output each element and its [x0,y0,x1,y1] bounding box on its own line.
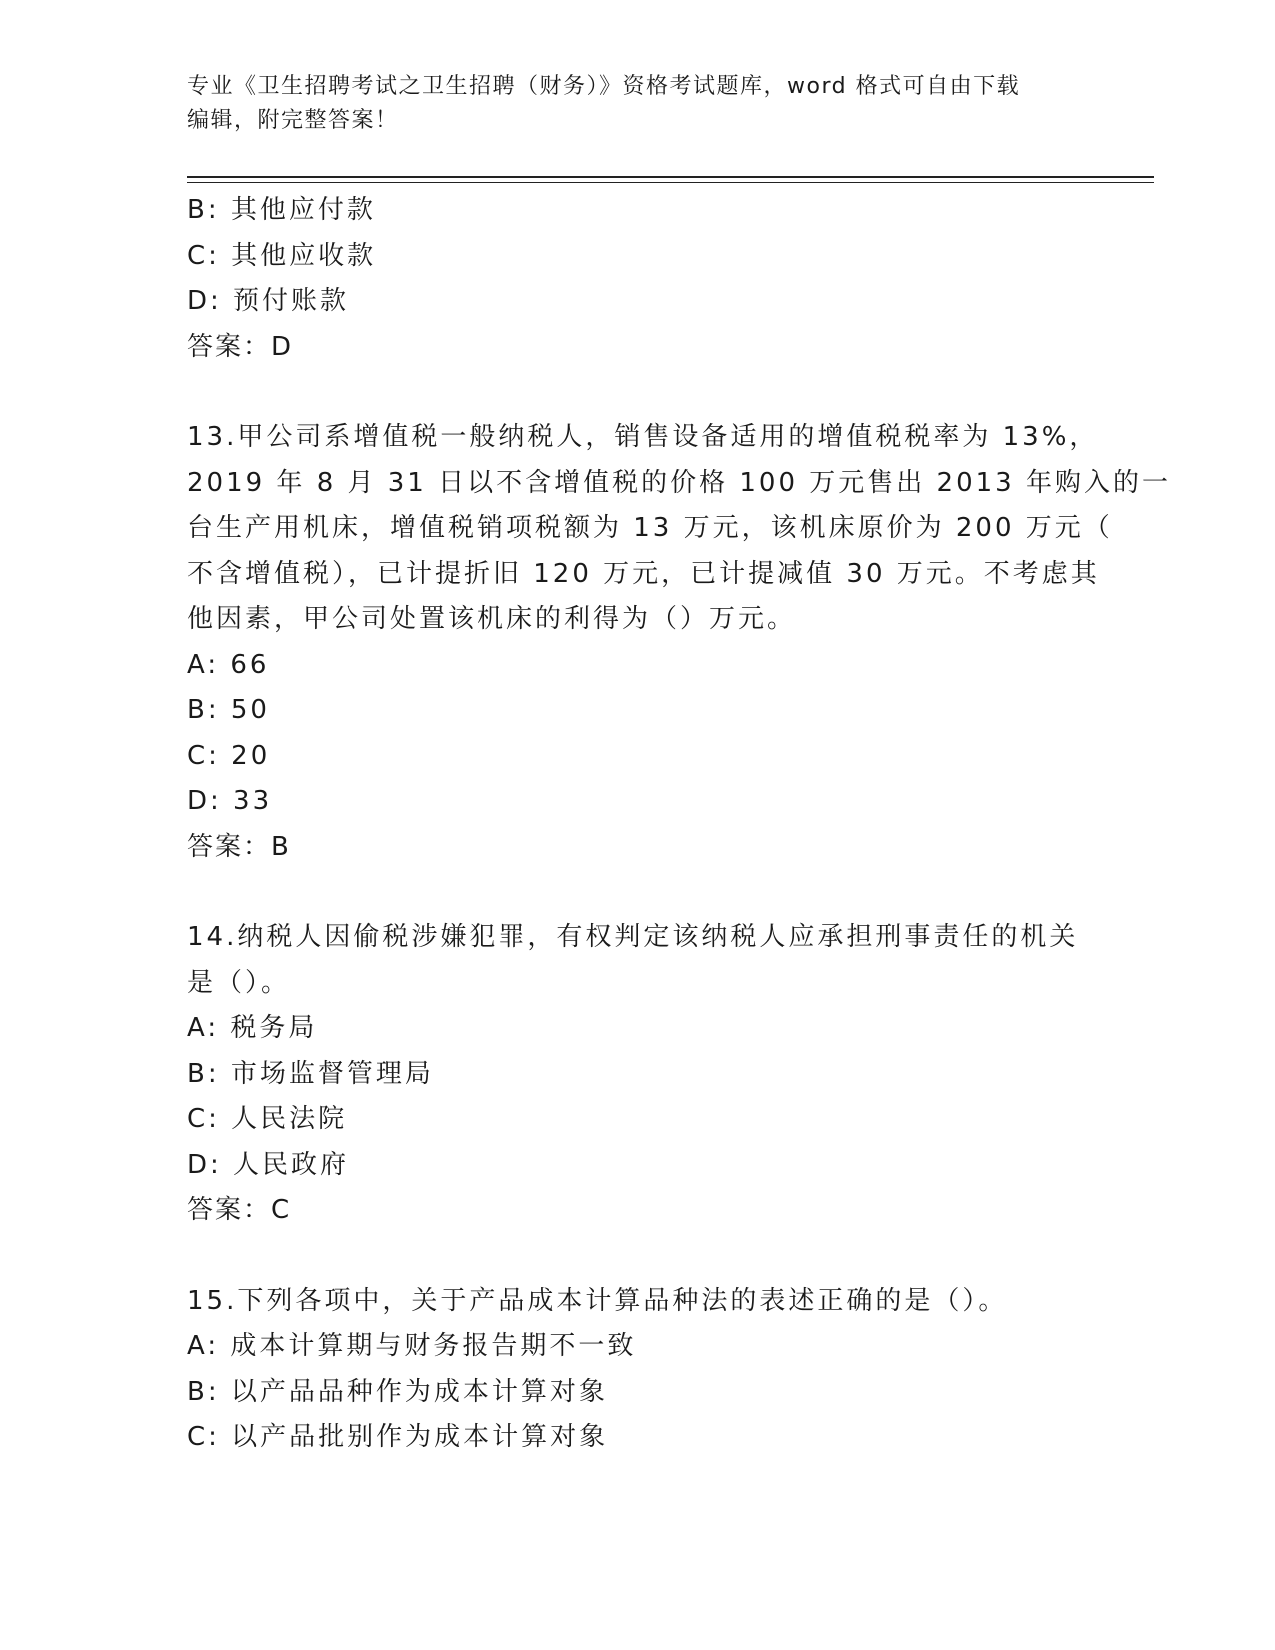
question-stem-line: 13.甲公司系增值税一般纳税人，销售设备适用的增值税税率为 13%， [187,422,1099,452]
spacer [187,1234,1087,1279]
option-a: A: 成本计算期与财务报告期不一致 [187,1331,637,1361]
answer: 答案：C [187,1195,292,1225]
question-stem-line: 14.纳税人因偷税涉嫌犯罪，有权判定该纳税人应承担刑事责任的机关 [187,922,1079,952]
header-line-2: 编辑，附完整答案！ [187,108,399,133]
option-c: C: 以产品批别作为成本计算对象 [187,1422,609,1452]
option-c: C: 人民法院 [187,1104,348,1134]
document-header [187,70,1087,138]
question-stem-line: 台生产用机床，增值税销项税额为 13 万元，该机床原价为 200 万元（ [187,513,1113,543]
option-b: B: 50 [187,695,270,725]
document-body [187,188,1171,1461]
option-b: B: 以产品品种作为成本计算对象 [187,1376,608,1407]
header-line-1: 专业《卫生招聘考试之卫生招聘（财务）》资格考试题库，word 格式可自由下载 [187,74,1021,99]
question-stem-line: 2019 年 8 月 31 日以不含增值税的价格 100 万元售出 2013 年购入的一 [187,467,1171,498]
question-15 [187,1279,1087,1461]
option-b: B: 市场监督管理局 [187,1058,434,1089]
answer: 答案：B [187,831,291,862]
header-divider-thick [187,176,1154,178]
option-c: C: 20 [187,740,271,771]
spacer [187,870,1087,915]
question-stem-line: 不含增值税），已计提折旧 120 万元，已计提减值 30 万元。不考虑其 [187,558,1100,589]
answer: 答案：D [187,331,294,362]
question-stem-line: 他因素，甲公司处置该机床的利得为（）万元。 [187,604,797,634]
option-d: D: 33 [187,786,273,816]
option-a: A: 66 [187,649,270,680]
header-divider-thin [187,182,1154,183]
spacer [187,370,1087,415]
option-a: A: 税务局 [187,1013,318,1043]
question-14 [187,915,1087,1234]
option-c: C: 其他应收款 [187,240,377,271]
question-stem-line: 是（）。 [187,967,291,998]
question-13 [187,415,1171,870]
option-b: B: 其他应付款 [187,195,376,225]
question-stem-line: 15.下列各项中，关于产品成本计算品种法的表述正确的是（）。 [187,1285,1008,1316]
question-12 [187,188,1087,370]
option-d: D: 人民政府 [187,1149,350,1180]
option-d: D: 预付账款 [187,286,350,316]
